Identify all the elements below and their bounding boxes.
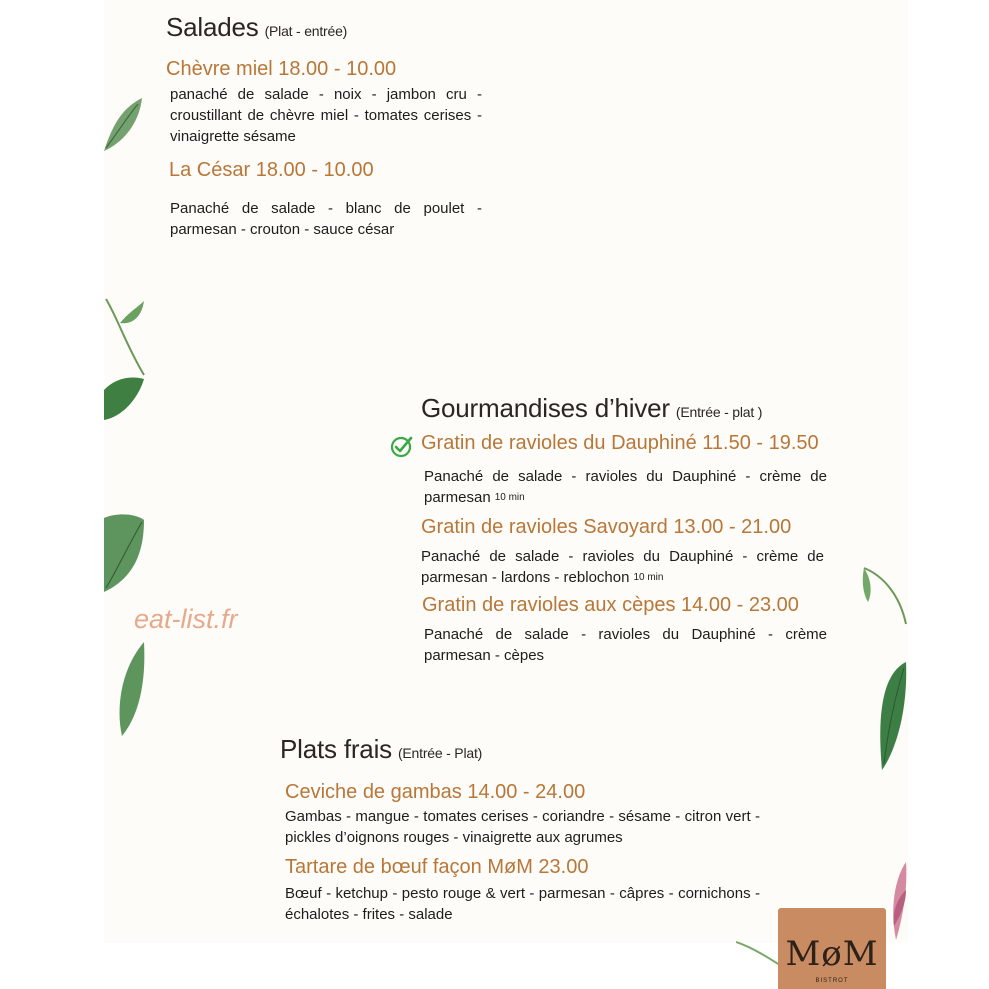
dish-name: La César 18.00 - 10.00 bbox=[169, 159, 374, 181]
check-icon bbox=[390, 434, 414, 458]
section-title-frais bbox=[280, 734, 482, 765]
bistrot-logo bbox=[778, 908, 886, 989]
logo-tagline: BISTROT bbox=[815, 978, 849, 984]
logo-mark: MøM bbox=[785, 934, 879, 974]
leaf-illustration bbox=[104, 96, 146, 156]
section-title-hiver bbox=[421, 393, 762, 424]
section-subtitle: (Entrée - Plat) bbox=[397, 745, 483, 761]
dish-name: Ceviche de gambas 14.00 - 24.00 bbox=[285, 781, 586, 803]
leaf-illustration bbox=[876, 660, 908, 792]
flower-illustration bbox=[886, 860, 908, 970]
dish-name: Chèvre miel 18.00 - 10.00 bbox=[166, 58, 397, 80]
dish-description-text: Panaché de salade - ravioles du Dauphiné - crème de parmesan bbox=[424, 468, 827, 506]
prep-time: 10 min bbox=[633, 572, 664, 583]
dish-description: Bœuf - ketchup - pesto rouge & vert - parmesan - câpres - cornichons - échalotes - frites - salade bbox=[285, 885, 760, 923]
dish-description-text: Panaché de salade - ravioles du Dauphiné - crème de parmesan - lardons - reblochon bbox=[421, 548, 824, 586]
dish-name: Tartare de bœuf façon MøM 23.00 bbox=[285, 856, 589, 878]
section-subtitle: (Entrée - plat ) bbox=[675, 404, 763, 420]
section-title: Salades bbox=[166, 12, 259, 42]
leaf-illustration bbox=[116, 640, 146, 738]
dish-description bbox=[424, 466, 827, 508]
dish-description: Panaché de salade - ravioles du Dauphiné - crème parmesan - cèpes bbox=[424, 626, 827, 664]
dish-name: Gratin de ravioles du Dauphiné 11.50 - 19.50 bbox=[421, 432, 819, 454]
dish-name: Gratin de ravioles Savoyard 13.00 - 21.00 bbox=[421, 516, 792, 538]
dish-description bbox=[421, 546, 824, 588]
section-title: Gourmandises d’hiver bbox=[421, 393, 670, 423]
prep-time: 10 min bbox=[494, 492, 525, 503]
dish-name: Gratin de ravioles aux cèpes 14.00 - 23.00 bbox=[422, 594, 799, 616]
leaf-illustration bbox=[104, 512, 146, 594]
dish-description: panaché de salade - noix - jambon cru - croustillant de chèvre miel - tomates cerises - vinaigrette sésame bbox=[170, 86, 482, 145]
leaf-illustration bbox=[862, 566, 908, 628]
leaf-stem-illustration bbox=[104, 295, 148, 425]
watermark: eat-list.fr bbox=[134, 604, 238, 634]
section-subtitle: (Plat - entrée) bbox=[264, 23, 348, 39]
dish-description: Panaché de salade - blanc de poulet - parmesan - crouton - sauce césar bbox=[170, 200, 482, 238]
dish-description: Gambas - mangue - tomates cerises - coriandre - sésame - citron vert - pickles d’oignons rouges - vinaigrette aux agrumes bbox=[285, 808, 760, 846]
section-title-salades bbox=[166, 12, 347, 43]
section-title: Plats frais bbox=[280, 734, 392, 764]
